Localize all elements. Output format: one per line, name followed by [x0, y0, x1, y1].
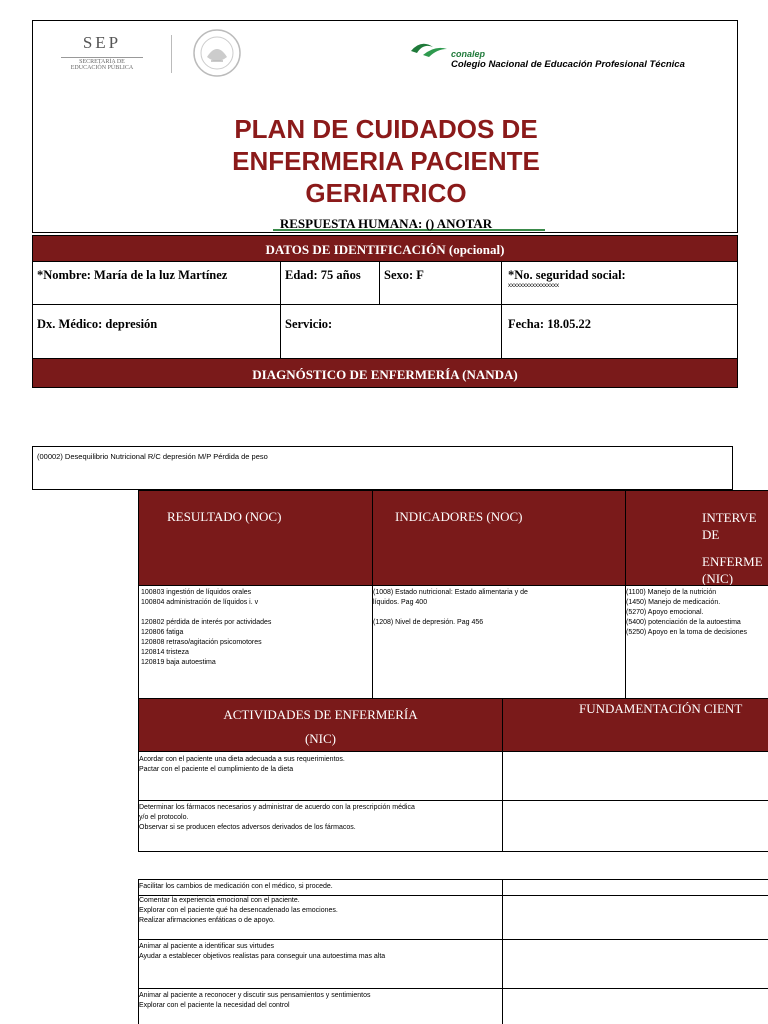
fundamentacion-cell — [502, 800, 768, 852]
h-interv-1: INTERVE — [702, 510, 757, 525]
h-resultado — [138, 490, 373, 586]
sexo-cell — [379, 261, 502, 305]
edad-cell — [280, 261, 380, 305]
actividad-line: Explorar con el paciente qué ha desencadenado las emociones. — [139, 907, 338, 914]
conalep-name: Colegio Nacional de Educación Profesional Técnica — [451, 59, 685, 70]
fundamentacion-cell — [502, 895, 768, 940]
identificacion-heading — [32, 235, 738, 262]
title-line-1: PLAN DE CUIDADOS DE — [234, 114, 538, 144]
nss-value: xxxxxxxxxxxxxxxxx — [508, 283, 559, 289]
h-resultado-text: RESULTADO (NOC) — [167, 509, 282, 524]
fundamentacion-cell — [502, 988, 768, 1024]
actividad-row — [138, 751, 503, 801]
page-title — [33, 113, 739, 209]
actividad-line: Animar al paciente a reconocer y discutir sus pensamientos y sentimientos — [139, 992, 371, 999]
nombre-value: *Nombre: María de la luz Martínez — [37, 268, 228, 282]
resultado-item: 100804 administración de líquidos i. v — [141, 599, 259, 606]
h-indicadores — [372, 490, 626, 586]
sexo-value: Sexo: F — [384, 268, 424, 282]
h-actividades-2: (NIC) — [304, 731, 337, 746]
actividad-row — [138, 939, 503, 989]
diagnostico-heading — [32, 358, 738, 388]
national-seal-icon — [191, 27, 243, 79]
header-box — [32, 20, 738, 233]
h-interv-2: DE — [702, 527, 720, 542]
actividad-line: y/o el protocolo. — [139, 814, 189, 821]
respuesta-humana: RESPUESTA HUMANA: () ANOTAR — [279, 216, 493, 231]
title-line-3: GERIATRICO — [305, 178, 467, 208]
actividad-line: Facilitar los cambios de medicación con el médico, si procede. — [139, 883, 333, 890]
h-fundamentacion-text: FUNDAMENTACIÓN CIENT — [579, 701, 743, 716]
dx-cell — [32, 304, 281, 359]
fecha-cell — [501, 304, 738, 359]
resultado-item — [141, 608, 370, 618]
indicador-item: líquidos. Pag 400 — [373, 599, 428, 606]
actividad-row — [138, 800, 503, 852]
nss-cell — [501, 261, 738, 305]
servicio-value: Servicio: — [285, 317, 333, 331]
actividad-row — [138, 895, 503, 940]
conalep-logo-text: conalep — [451, 49, 486, 59]
resultado-item: 120819 baja autoestima — [141, 659, 216, 666]
intervenciones-cell — [625, 585, 768, 699]
resultado-item: 120802 pérdida de interés por actividades — [141, 619, 272, 626]
identificacion-heading-text: DATOS DE IDENTIFICACIÓN (opcional) — [265, 242, 505, 257]
h-intervenciones — [625, 490, 768, 586]
intervencion-item: (5250) Apoyo en la toma de decisiones — [626, 629, 748, 636]
diagnostico-text: (00002) Desequilibrio Nutricional R/C depresión M/P Pérdida de peso — [37, 452, 268, 461]
resultado-item: 120814 tristeza — [141, 649, 189, 656]
actividad-line: Observar si se producen efectos adversos derivados de los fármacos. — [139, 824, 356, 831]
nss-label: *No. seguridad social: — [508, 268, 626, 282]
resultados-cell — [138, 585, 373, 699]
h-actividades-1: ACTIVIDADES DE ENFERMERÍA — [223, 707, 418, 722]
actividad-row — [138, 988, 503, 1024]
servicio-cell — [280, 304, 502, 359]
fecha-value: Fecha: 18.05.22 — [508, 317, 591, 331]
actividad-line: Acordar con el paciente una dieta adecuada a sus requerimientos. — [139, 756, 345, 763]
indicador-item: (1008) Estado nutricional: Estado alimentaria y de — [373, 589, 528, 596]
indicadores-cell — [372, 585, 626, 699]
diagnostico-box — [32, 446, 733, 490]
sep-logo — [47, 33, 157, 79]
conalep-logo-icon — [409, 37, 449, 59]
dx-value: Dx. Médico: depresión — [37, 317, 158, 331]
h-interv-4: (NIC) — [702, 571, 734, 586]
intervencion-item: (1450) Manejo de medicación. — [626, 599, 721, 606]
title-line-2: ENFERMERIA PACIENTE — [232, 146, 540, 176]
intervencion-item: (5270) Apoyo emocional. — [626, 609, 704, 616]
resultado-item: 100803 ingestión de líquidos orales — [141, 589, 252, 596]
h-actividades — [138, 698, 503, 752]
fundamentacion-cell — [502, 751, 768, 801]
actividad-line: Comentar la experiencia emocional con el paciente. — [139, 897, 300, 904]
sep-divider — [61, 57, 143, 58]
fundamentacion-cell — [502, 879, 768, 896]
resultado-item: 120806 fatiga — [141, 629, 184, 636]
actividad-line: Animar al paciente a identificar sus virtudes — [139, 943, 275, 950]
resultado-item: 120808 retraso/agitación psicomotores — [141, 639, 262, 646]
fundamentacion-cell — [502, 939, 768, 989]
actividad-line: Determinar los fármacos necesarios y administrar de acuerdo con la prescripción médica — [139, 804, 415, 811]
actividad-line: Ayudar a establecer objetivos realistas para conseguir una autoestima mas alta — [139, 953, 386, 960]
actividad-line: Explorar con el paciente la necesidad del control — [139, 1002, 290, 1009]
edad-value: Edad: 75 años — [285, 268, 361, 282]
indicador-item — [373, 608, 625, 618]
sep-separator — [171, 35, 172, 73]
intervencion-item: (5400) potenciación de la autoestima — [626, 619, 741, 626]
h-indicadores-text: INDICADORES (NOC) — [395, 509, 523, 524]
sep-sub2: EDUCACIÓN PÚBLICA — [70, 65, 134, 71]
diagnostico-heading-text: DIAGNÓSTICO DE ENFERMERÍA (NANDA) — [252, 367, 518, 382]
indicador-item: (1208) Nivel de depresión. Pag 456 — [373, 619, 484, 626]
intervencion-item: (1100) Manejo de la nutrición — [626, 589, 717, 596]
h-fundamentacion — [502, 698, 768, 752]
nombre-cell — [32, 261, 281, 305]
actividad-row — [138, 879, 503, 896]
actividad-line: Realizar afirmaciones enfáticas o de apoyo. — [139, 917, 275, 924]
sep-logo-text: SEP — [82, 33, 122, 52]
sep-sub1: SECRETARÍA DE — [79, 59, 125, 65]
actividad-line: Pactar con el paciente el cumplimiento de la dieta — [139, 766, 294, 773]
h-interv-3: ENFERME — [702, 554, 763, 569]
